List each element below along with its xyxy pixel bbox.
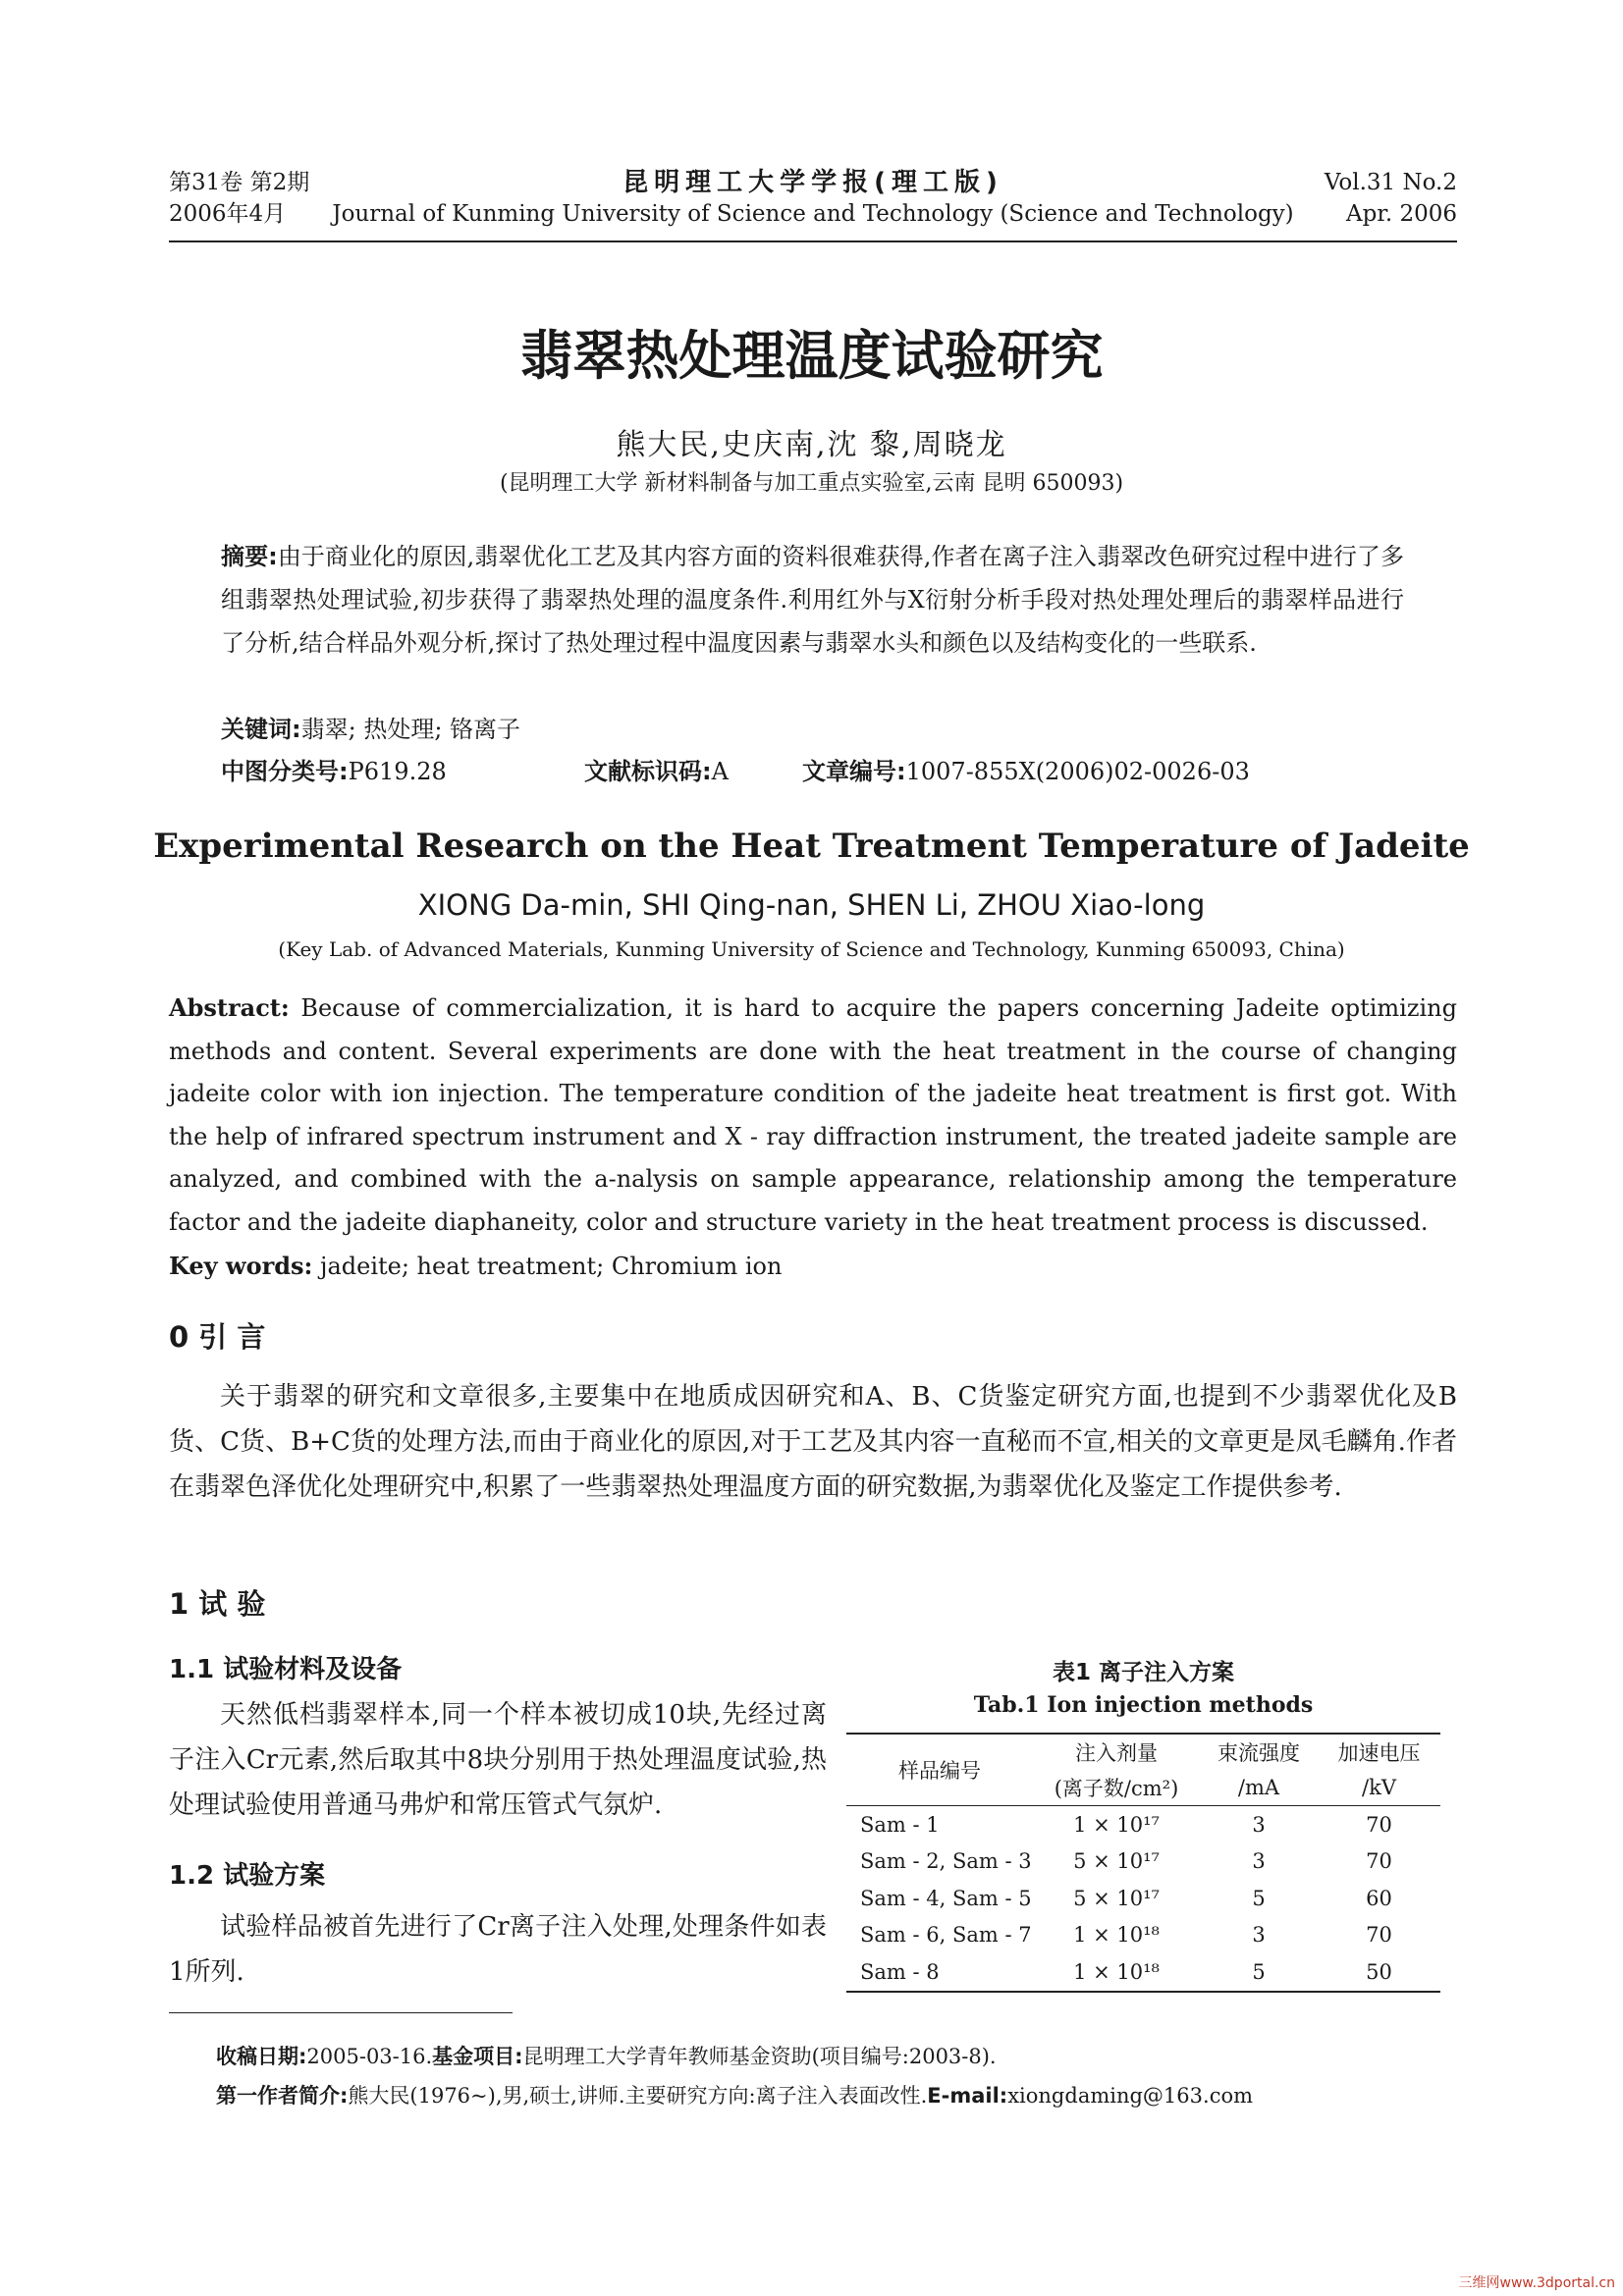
- abstract-en: [169, 987, 1457, 1244]
- keywords-en-label: Key words:: [169, 1252, 313, 1280]
- col-current-unit: /mA: [1200, 1770, 1318, 1806]
- cell-current: 3: [1252, 1923, 1266, 1948]
- doc-code: [584, 754, 729, 789]
- cell-current: 5: [1200, 1953, 1318, 1992]
- author-text: 熊大民(1976~),男,硕士,讲师.主要研究方向:离子注入表面改性.: [348, 2084, 928, 2108]
- keywords-en-text: jadeite; heat treatment; Chromium ion: [312, 1253, 783, 1280]
- section-1-2-text: 试验样品被首先进行了Cr离子注入处理,处理条件如表1所列.: [169, 1912, 827, 1987]
- volume-issue-en: Vol.31 No.2: [1324, 170, 1457, 195]
- table-1: [846, 1733, 1440, 1993]
- cell-voltage: 70: [1366, 1849, 1392, 1874]
- affiliation-en: (Key Lab. of Advanced Materials, Kunming University of Science and Technology, Kunming 650093, China): [278, 937, 1345, 961]
- article-value: 1007-855X(2006)02-0026-03: [905, 758, 1250, 785]
- table-row: [846, 1806, 1440, 1843]
- section-0-heading: 0 引 言: [169, 1320, 266, 1354]
- abstract-cn-text: 由于商业化的原因,翡翠优化工艺及其内容方面的资料很难获得,作者在离子注入翡翠改色研究过程中进行了多组翡翠热处理试验,初步获得了翡翠热处理的温度条件.利用红外与X衍射分析手段对热处理处理后的翡翠样品进行了分析,结合样品外观分析,探讨了热处理过程中温度因素与翡翠水头和颜色以及结构变化的一些联系.: [221, 543, 1404, 657]
- cell-dose: 1 × 10¹⁷: [1073, 1812, 1160, 1837]
- publication-date-en: Apr. 2006: [1346, 201, 1457, 227]
- cell-sample: Sam - 2, Sam - 3: [860, 1849, 1032, 1874]
- header-rule: [169, 240, 1457, 242]
- col-dose: 注入剂量: [1033, 1734, 1200, 1770]
- cell-dose: 5 × 10¹⁷: [1073, 1886, 1160, 1910]
- section-0-text: 关于翡翠的研究和文章很多,主要集中在地质成因研究和A、B、C货鉴定研究方面,也提到不少翡翠优化及B货、C货、B+C货的处理方法,而由于商业化的原因,对于工艺及其内容一直秘而不宣,相关的文章更是凤毛麟角.作者在翡翠色泽优化处理研究中,积累了一些翡翠热处理温度方面的研究数据,为翡翠优化及鉴定工作提供参考.: [169, 1382, 1457, 1502]
- email-label: E-mail:: [927, 2084, 1008, 2108]
- table-1-caption-cn: 表1 离子注入方案: [1052, 1660, 1234, 1685]
- article-label: 文章编号:: [802, 758, 906, 785]
- keywords-en: [169, 1249, 782, 1284]
- col-dose-unit: (离子数/cm²): [1033, 1770, 1200, 1806]
- clc-label: 中图分类号:: [221, 758, 349, 785]
- doc-label: 文献标识码:: [584, 758, 712, 785]
- cell-sample: Sam - 8: [846, 1953, 1033, 1992]
- received-label: 收稿日期:: [216, 2045, 307, 2068]
- footnote-rule: [169, 2012, 513, 2013]
- abstract-cn: [221, 535, 1404, 665]
- publication-date: 2006年4月: [169, 201, 287, 227]
- authors-en: XIONG Da-min, SHI Qing-nan, SHEN Li, ZHOU Xiao-long: [417, 888, 1206, 922]
- cell-voltage: 70: [1366, 1923, 1392, 1948]
- clc-number: [221, 754, 447, 789]
- table-row: [846, 1953, 1440, 1992]
- article-number: [802, 754, 1250, 789]
- cell-sample: Sam - 1: [860, 1812, 940, 1837]
- col-voltage-unit: /kV: [1318, 1770, 1440, 1806]
- table-row: [846, 1843, 1440, 1881]
- section-1-2-heading: 1.2 试验方案: [169, 1861, 326, 1891]
- abstract-en-label: Abstract:: [169, 993, 290, 1022]
- fund-label: 基金项目:: [432, 2045, 523, 2068]
- email-text: xiongdaming@163.com: [1007, 2084, 1254, 2108]
- author-label: 第一作者简介:: [216, 2084, 349, 2108]
- cell-voltage: 60: [1366, 1886, 1392, 1910]
- cell-sample: Sam - 4, Sam - 5: [860, 1886, 1032, 1910]
- clc-value: P619.28: [348, 758, 447, 785]
- title-en: Experimental Research on the Heat Treatment Temperature of Jadeite: [153, 827, 1470, 866]
- section-1-1-heading: 1.1 试验材料及设备: [169, 1655, 403, 1684]
- site-watermark: 三维网www.3dportal.cn: [1458, 2275, 1615, 2291]
- journal-name-en: Journal of Kunming University of Science and Technology (Science and Technology): [332, 201, 1294, 227]
- cell-dose: 1 × 10¹⁸: [1033, 1953, 1200, 1992]
- cell-current: 5: [1252, 1886, 1266, 1910]
- section-1-1-text: 天然低档翡翠样本,同一个样本被切成10块,先经过离子注入Cr元素,然后取其中8块分别用于热处理温度试验,热处理试验使用普通马弗炉和常压管式气氛炉.: [169, 1700, 827, 1820]
- table-row: [846, 1917, 1440, 1954]
- cell-sample: Sam - 6, Sam - 7: [860, 1923, 1032, 1948]
- journal-name-cn: 昆明理工大学学报(理工版): [622, 168, 1003, 197]
- title-cn: 翡翠热处理温度试验研究: [519, 325, 1104, 387]
- footnote-author: [216, 2081, 1253, 2110]
- header-center: [169, 167, 1457, 230]
- cell-voltage: 70: [1366, 1812, 1392, 1837]
- cell-voltage: 50: [1318, 1953, 1440, 1992]
- col-voltage: 加速电压: [1318, 1734, 1440, 1770]
- doc-value: A: [711, 758, 729, 785]
- keywords-cn-text: 翡翠; 热处理; 铬离子: [300, 716, 521, 743]
- cell-current: 3: [1252, 1849, 1266, 1874]
- col-sample: 样品编号: [846, 1734, 1033, 1806]
- cell-dose: 1 × 10¹⁸: [1073, 1923, 1160, 1948]
- affiliation-cn: (昆明理工大学 新材料制备与加工重点实验室,云南 昆明 650093): [499, 471, 1124, 496]
- header-right: [1325, 167, 1457, 230]
- footnote-received: [216, 2042, 997, 2071]
- authors-cn: 熊大民,史庆南,沈 黎,周晓龙: [616, 428, 1007, 462]
- keywords-cn-label: 关键词:: [221, 716, 301, 743]
- section-1-heading: 1 试 验: [169, 1587, 266, 1621]
- fund-text: 昆明理工大学青年教师基金资助(项目编号:2003-8).: [522, 2045, 997, 2068]
- received-text: 2005-03-16.: [306, 2045, 433, 2068]
- keywords-cn: [221, 712, 520, 747]
- abstract-en-text: Because of commercialization, it is hard to acquire the papers concerning Jadeite optimizing methods and content. Several experiments are done with the heat treatment in the course of changing jadeite color with ion injection. The temperature condition of the jadeite heat treatment is first got. With the help of infrared spectrum instrument and X - ray diffraction instrument, the treated jadeite sample are analyzed, and combined with the a-nalysis on sample appearance, relationship among the temperature factor and the jadeite diaphaneity, color and structure variety in the heat treatment process is discussed.: [169, 994, 1457, 1236]
- table-row: [846, 1880, 1440, 1917]
- abstract-cn-label: 摘要:: [221, 543, 278, 570]
- col-current: 束流强度: [1200, 1734, 1318, 1770]
- table-1-caption-en: Tab.1 Ion injection methods: [973, 1692, 1314, 1718]
- volume-issue: 第31卷 第2期: [169, 170, 310, 195]
- cell-dose: 5 × 10¹⁷: [1073, 1849, 1160, 1874]
- table-header-row-1: [846, 1734, 1440, 1770]
- cell-current: 3: [1252, 1812, 1266, 1837]
